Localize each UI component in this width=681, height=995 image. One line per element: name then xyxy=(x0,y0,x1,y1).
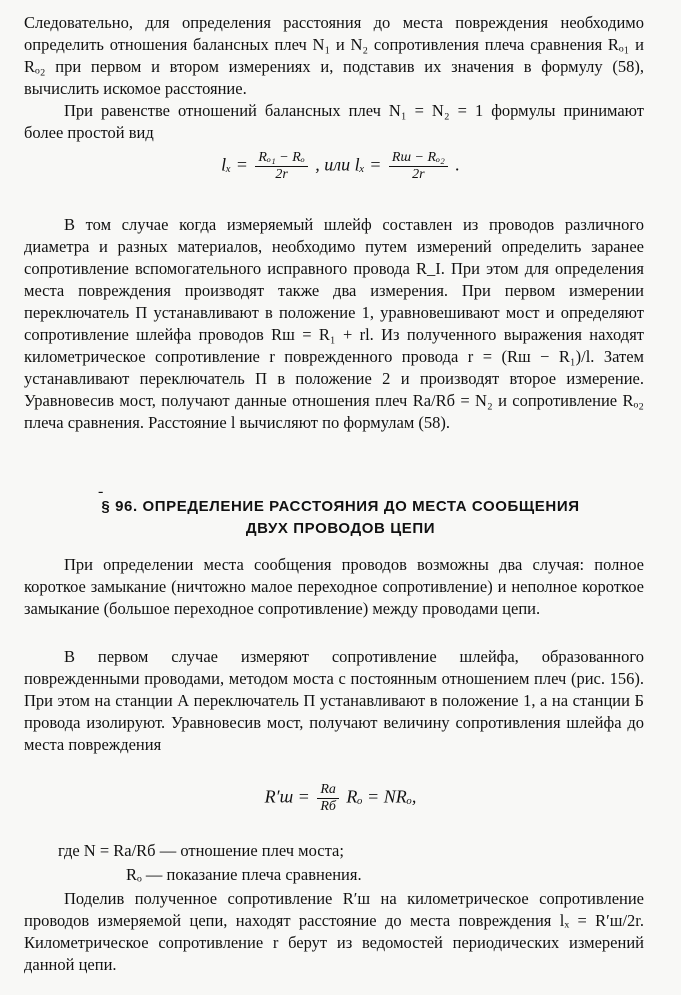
formula-1-fraction-2 xyxy=(389,150,448,183)
formula-2-fraction xyxy=(317,782,339,815)
formula-1-fraction-1 xyxy=(255,150,307,183)
paragraph-4: При определении места сообщения проводов возможны два случая: полное короткое замыкание (ничтожно малое переходное сопротивление) и неполное короткое замыкание (большое переходное сопротивление) между проводами цепи. xyxy=(24,555,644,618)
formula-2-rhs: Rₒ = NRₒ, xyxy=(346,786,417,807)
separator-dash: - xyxy=(98,483,104,500)
formula-1-denominator-1: 2r xyxy=(275,167,288,182)
paragraph-6: Поделив полученное сопротивление R′ш на километрическое сопротивление проводов измеряемой цепи, находят расстояние до места повреждения lₓ = R′ш/2r. Километрическое сопротивление r берут из ведомостей периодических измерений данной цепи. xyxy=(24,889,644,974)
formula-1-lhs: lₓ = xyxy=(221,154,248,175)
formula-2-lhs: R′ш = xyxy=(264,786,310,807)
where-line-2: Rₒ — показание плеча сравнения. xyxy=(126,865,362,884)
paragraph-5: В первом случае измеряют сопротивление шлейфа, образованного поврежденными проводами, методом моста с постоянным отношением плеч (рис. 156). При этом на станции А переключатель П устанавливают в положение 1, а на станции Б провода изолируют. Уравновесив мост, получают величину сопротивления шлейфа до места повреждения xyxy=(24,647,644,754)
formula-1-numerator-1: Rₒ₁ − Rₒ xyxy=(255,150,307,167)
formula-1-middle: , или lₓ = xyxy=(315,154,382,175)
formula-2 xyxy=(0,782,681,815)
formula-1-numerator-2: Rш − Rₒ₂ xyxy=(389,150,448,167)
section-heading-line-2: ДВУХ ПРОВОДОВ ЦЕПИ xyxy=(245,520,436,537)
formula-1 xyxy=(0,150,681,183)
paragraph-3: В том случае когда измеряемый шлейф составлен из проводов различного диаметра и разных материалов, необходимо путем измерений определить заранее сопротивление вспомогательного исправного провода R_I. При этом для определения места повреждения производят также два измерения. При первом измерении переключатель П устанавливают в положение 1, уравновешивают мост и определяют сопротивление шлейфа проводов Rш = R₁ + rl. Из полученного выражения находят километрическое сопротивление r поврежденного провода r = (Rш − R₁)/l. Затем устанавливают переключатель П в положение 2 и производят второе измерение. Уравновесив мост, получают данные отношения плеч Rа/Rб = N₂ и сопротивление Rₒ₂ плеча сравнения. Расстояние l вычисляют по формулам (58). xyxy=(24,215,644,432)
paragraph-2: При равенстве отношений балансных плеч N₁ = N₂ = 1 формулы принимают более простой вид xyxy=(24,101,644,142)
formula-2-numerator: Rа xyxy=(317,782,339,799)
where-line-1: где N = Rа/Rб — отношение плеч моста; xyxy=(58,841,344,860)
formula-2-denominator: Rб xyxy=(320,799,336,814)
paragraph-1: Следовательно, для определения расстояния до места повреждения необходимо определить отношения балансных плеч N₁ и N₂ сопротивления плеча сравнения Rₒ₁ и Rₒ₂ при первом и втором измерениях и, подставив их значения в формулу (58), вычислить искомое расстояние. xyxy=(24,13,644,98)
formula-1-denominator-2: 2r xyxy=(412,167,425,182)
section-heading-line-1: § 96. ОПРЕДЕЛЕНИЕ РАССТОЯНИЯ ДО МЕСТА СООБЩЕНИЯ xyxy=(101,498,580,515)
formula-1-end: . xyxy=(455,154,460,175)
